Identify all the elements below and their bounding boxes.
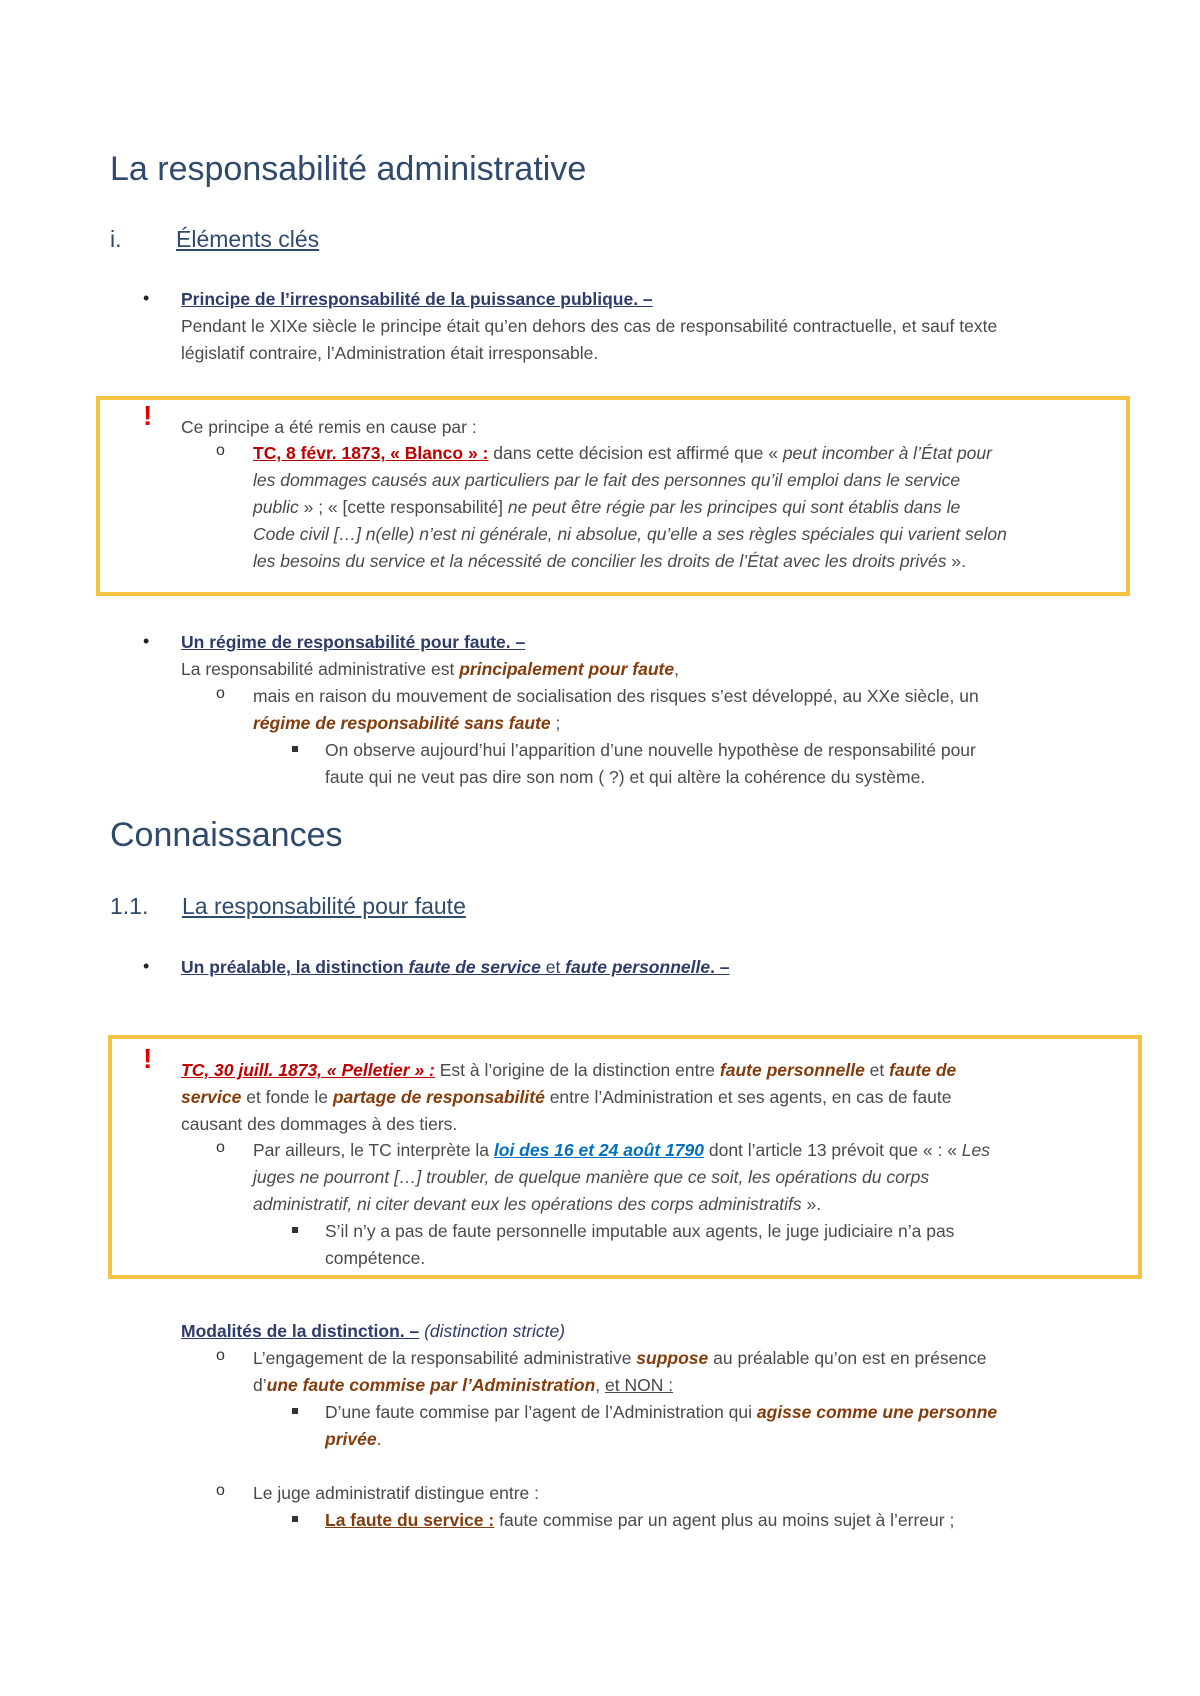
square-bullet-icon: [292, 1408, 298, 1414]
box-line: juges ne pourront […] troubler, de quelque manière que ce soit, les opérations du corps: [253, 1167, 930, 1187]
box-line: TC, 30 juill. 1873, « Pelletier » : Est à l’origine de la distinction entre faute personnelle et faute de: [181, 1060, 957, 1080]
bullet-heading: Principe de l’irresponsabilité de la puissance publique. –: [181, 289, 653, 309]
box-line: les besoins du service et la nécessité de concilier les droits de l’État avec les droits privés ».: [253, 551, 966, 571]
bullet-dot-icon: •: [143, 631, 150, 651]
exclamation-icon: !: [143, 1043, 153, 1074]
circle-bullet-icon: o: [216, 1347, 225, 1364]
paragraph-line: On observe aujourd’hui l’apparition d’une nouvelle hypothèse de responsabilité pour: [325, 740, 976, 760]
paragraph-line: Le juge administratif distingue entre :: [253, 1483, 539, 1503]
circle-bullet-icon: o: [216, 685, 225, 702]
section-heading-1: [110, 226, 319, 253]
box-line: les dommages causés aux particuliers par le fait des personnes qu’il emploi dans le service: [253, 470, 961, 490]
page-title: La responsabilité administrative: [110, 150, 587, 188]
bullet-heading: Un régime de responsabilité pour faute. –: [181, 632, 526, 652]
paragraph-line: L’engagement de la responsabilité administrative suppose au préalable qu’on est en présence: [253, 1348, 987, 1368]
paragraph-line: La responsabilité administrative est principalement pour faute,: [181, 659, 679, 679]
box-line: service et fonde le partage de responsabilité entre l’Administration et ses agents, en cas de faute: [181, 1087, 952, 1107]
section-number: i.: [110, 226, 122, 252]
bullet-dot-icon: •: [143, 288, 150, 308]
square-bullet-icon: [292, 1516, 298, 1522]
exclamation-icon: !: [143, 400, 153, 431]
circle-bullet-icon: o: [216, 1139, 225, 1156]
box-intro: Ce principe a été remis en cause par :: [181, 417, 477, 437]
box-line: Par ailleurs, le TC interprète la loi des 16 et 24 août 1790 dont l’article 13 prévoit que « : « Les: [253, 1140, 991, 1160]
circle-bullet-icon: o: [216, 442, 225, 459]
paragraph-line: régime de responsabilité sans faute ;: [253, 713, 561, 733]
section-title: La responsabilité pour faute: [182, 893, 466, 919]
square-bullet-icon: [292, 746, 298, 752]
section-number: 1.1.: [110, 893, 149, 919]
box-line: causant des dommages à des tiers.: [181, 1114, 458, 1134]
subsection-heading: Modalités de la distinction. – (distinction stricte): [181, 1321, 566, 1341]
box-line: administratif, ni citer devant eux les opérations des corps administratifs ».: [253, 1194, 822, 1214]
paragraph-line: législatif contraire, l’Administration était irresponsable.: [181, 343, 599, 363]
paragraph-line: privée.: [325, 1429, 382, 1449]
bullet-dot-icon: •: [143, 956, 150, 976]
section-title: Éléments clés: [176, 226, 320, 252]
section-title-2: Connaissances: [110, 816, 343, 854]
box-line: S’il n’y a pas de faute personnelle imputable aux agents, le juge judiciaire n’a pas: [325, 1221, 955, 1241]
paragraph-line: faute qui ne veut pas dire son nom ( ?) et qui altère la cohérence du système.: [325, 767, 926, 787]
bullet-heading: Un préalable, la distinction faute de service et faute personnelle. –: [181, 957, 730, 977]
box-line: public » ; « [cette responsabilité] ne peut être régie par les principes qui sont établis dans le: [253, 497, 961, 517]
paragraph-line: Pendant le XIXe siècle le principe était qu’en dehors des cas de responsabilité contractuelle, et sauf texte: [181, 316, 998, 336]
box-line: compétence.: [325, 1248, 426, 1268]
box-line: TC, 8 févr. 1873, « Blanco » : dans cette décision est affirmé que « peut incomber à l’État pour: [253, 443, 992, 463]
circle-bullet-icon: o: [216, 1482, 225, 1499]
paragraph-line: D’une faute commise par l’agent de l’Administration qui agisse comme une personne: [325, 1402, 998, 1422]
paragraph-line: d’une faute commise par l’Administration, et NON :: [253, 1375, 674, 1395]
paragraph-line: La faute du service : faute commise par un agent plus au moins sujet à l’erreur ;: [325, 1510, 955, 1530]
paragraph-line: mais en raison du mouvement de socialisation des risques s’est développé, au XXe siècle, un: [253, 686, 979, 706]
section-heading-2: [110, 893, 466, 920]
box-line: Code civil […] n(elle) n’est ni générale, ni absolue, qu’elle a ses règles spéciales qui varient selon: [253, 524, 1007, 544]
square-bullet-icon: [292, 1227, 298, 1233]
